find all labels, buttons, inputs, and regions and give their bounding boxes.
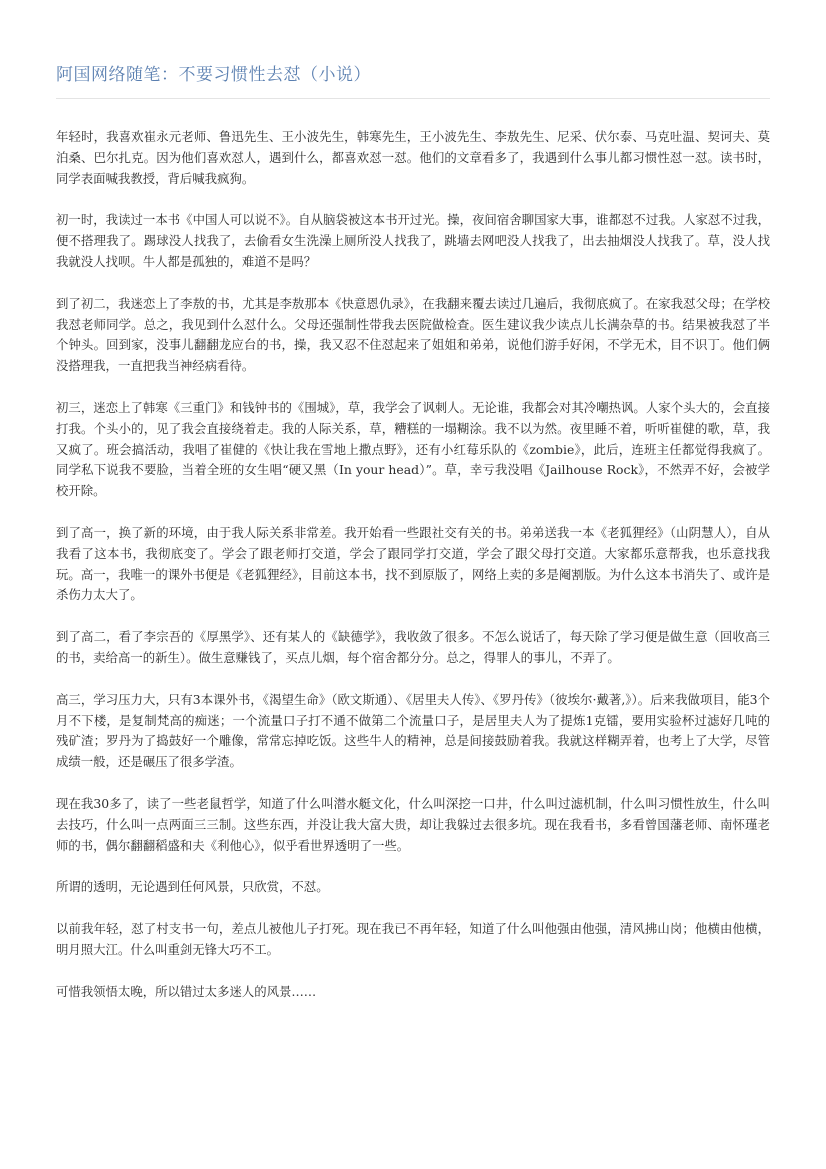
paragraph: 初一时，我读过一本书《中国人可以说不》。自从脑袋被这本书开过光。操，夜间宿舍聊国家大事，谁都怼不过我。人家怼不过我，便不搭理我了。踢球没人找我了，去偷看女生洗澡上厕所没人找我了，跳墙去网吧没人找我了，出去抽烟没人找我了。草，没人找我就没人找呗。牛人都是孤独的，难道不是吗？ <box>56 212 770 269</box>
paragraph: 所谓的透明，无论遇到任何风景，只欣赏，不怼。 <box>56 879 329 895</box>
article <box>56 60 770 1024</box>
article-title: 阿国网络随笔：不要习惯性去怼（小说） <box>56 65 371 85</box>
paragraph: 初三，迷恋上了韩寒《三重门》和钱钟书的《围城》，草，我学会了讽刺人。无论谁，我都会对其冷嘲热讽。人家个头大的，会直接打我。个头小的，见了我会直接绕着走。我的人际关系，草，糟糕的一塌糊涂。我不以为然。夜里睡不着，听听崔健的歌，草，我又疯了。班会搞活动，我唱了崔健的《快让我在雪地上撒点野》，还有小红莓乐队的《zombie》，此后，连班主任都觉得我疯了。同学私下说我不要脸，当着全班的女生唱“硬又黑（In your head）”。草，幸亏我没唱《Jailhouse Rock》，不然弄不好，会被学校开除。 <box>56 399 770 499</box>
paragraph: 以前我年轻，怼了村支书一句，差点儿被他儿子打死。现在我已不再年轻，知道了什么叫他强由他强，清风拂山岗；他横由他横，明月照大江。什么叫重剑无锋大巧不工。 <box>56 921 770 957</box>
paragraph: 可惜我领悟太晚，所以错过太多迷人的风景…… <box>56 983 317 999</box>
title-divider <box>56 98 770 99</box>
paragraph: 到了初二，我迷恋上了李敖的书，尤其是李敖那本《快意恩仇录》，在我翻来覆去读过几遍后，我彻底疯了。在家我怼父母；在学校我怼老师同学。总之，我见到什么怼什么。父母还强制性带我去医院做检查。医生建议我少读点儿长满杂草的书。结果被我怼了半个钟头。回到家，没事儿翻翻龙应台的书，操，我又忍不住怼起来了姐姐和弟弟，说他们游手好闲，不学无术，目不识丁。他们俩没搭理我，一直把我当神经病看待。 <box>56 295 770 374</box>
paragraph: 到了高二，看了李宗吾的《厚黑学》、还有某人的《缺德学》，我收敛了很多。不怎么说话了，每天除了学习便是做生意（回收高三的书，卖给高一的新生）。做生意赚钱了，买点儿烟，每个宿舍都分分。总之，得罪人的事儿，不弄了。 <box>56 629 770 665</box>
paragraph: 高三，学习压力大，只有3本课外书，《渴望生命》（欧文斯通）、《居里夫人传》、《罗丹传》（彼埃尔·戴著,》）。后来我做项目，能3个月不下楼，是复制梵高的痴迷；一个流量口子打不通不做第二个流量口子，是居里夫人为了提炼1克镭，要用实验杯过滤好几吨的残矿渣；罗丹为了捣鼓好一个雕像，常常忘掉吃饭。这些牛人的精神，总是间接鼓励着我。我就这样糊弄着，也考上了大学，尽管成绩一般，还是碾压了很多学渣。 <box>56 691 770 770</box>
paragraph: 年轻时，我喜欢崔永元老师、鲁迅先生、王小波先生，韩寒先生，王小波先生、李敖先生、尼采、伏尔泰、马克吐温、契诃夫、莫泊桑、巴尔扎克。因为他们喜欢怼人，遇到什么，都喜欢怼一怼。他们的文章看多了，我遇到什么事儿都习惯性怼一怼。读书时，同学表面喊我教授，背后喊我疯狗。 <box>56 129 770 186</box>
paragraph: 现在我30多了，读了一些老鼠哲学，知道了什么叫潜水艇文化，什么叫深挖一口井，什么叫过滤机制，什么叫习惯性放生，什么叫去技巧，什么叫一点两面三三制。这些东西，并没让我大富大贵，却让我躲过去很多坑。现在我看书，多看曾国藩老师、南怀瑾老师的书，偶尔翻翻稻盛和夫《利他心》，似乎看世界透明了一些。 <box>56 795 770 853</box>
article-body <box>56 127 770 1003</box>
paragraph: 到了高一，换了新的环境，由于我人际关系非常差。我开始看一些跟社交有关的书。弟弟送我一本《老狐狸经》（山阴慧人），自从我看了这本书，我彻底变了。学会了跟老师打交道，学会了跟同学打交道，学会了跟父母打交道。大家都乐意帮我，也乐意找我玩。高一，我唯一的课外书便是《老狐狸经》，目前这本书，找不到原版了，网络上卖的多是阉割版。为什么这本书消失了、或许是杀伤力太大了。 <box>56 524 770 603</box>
